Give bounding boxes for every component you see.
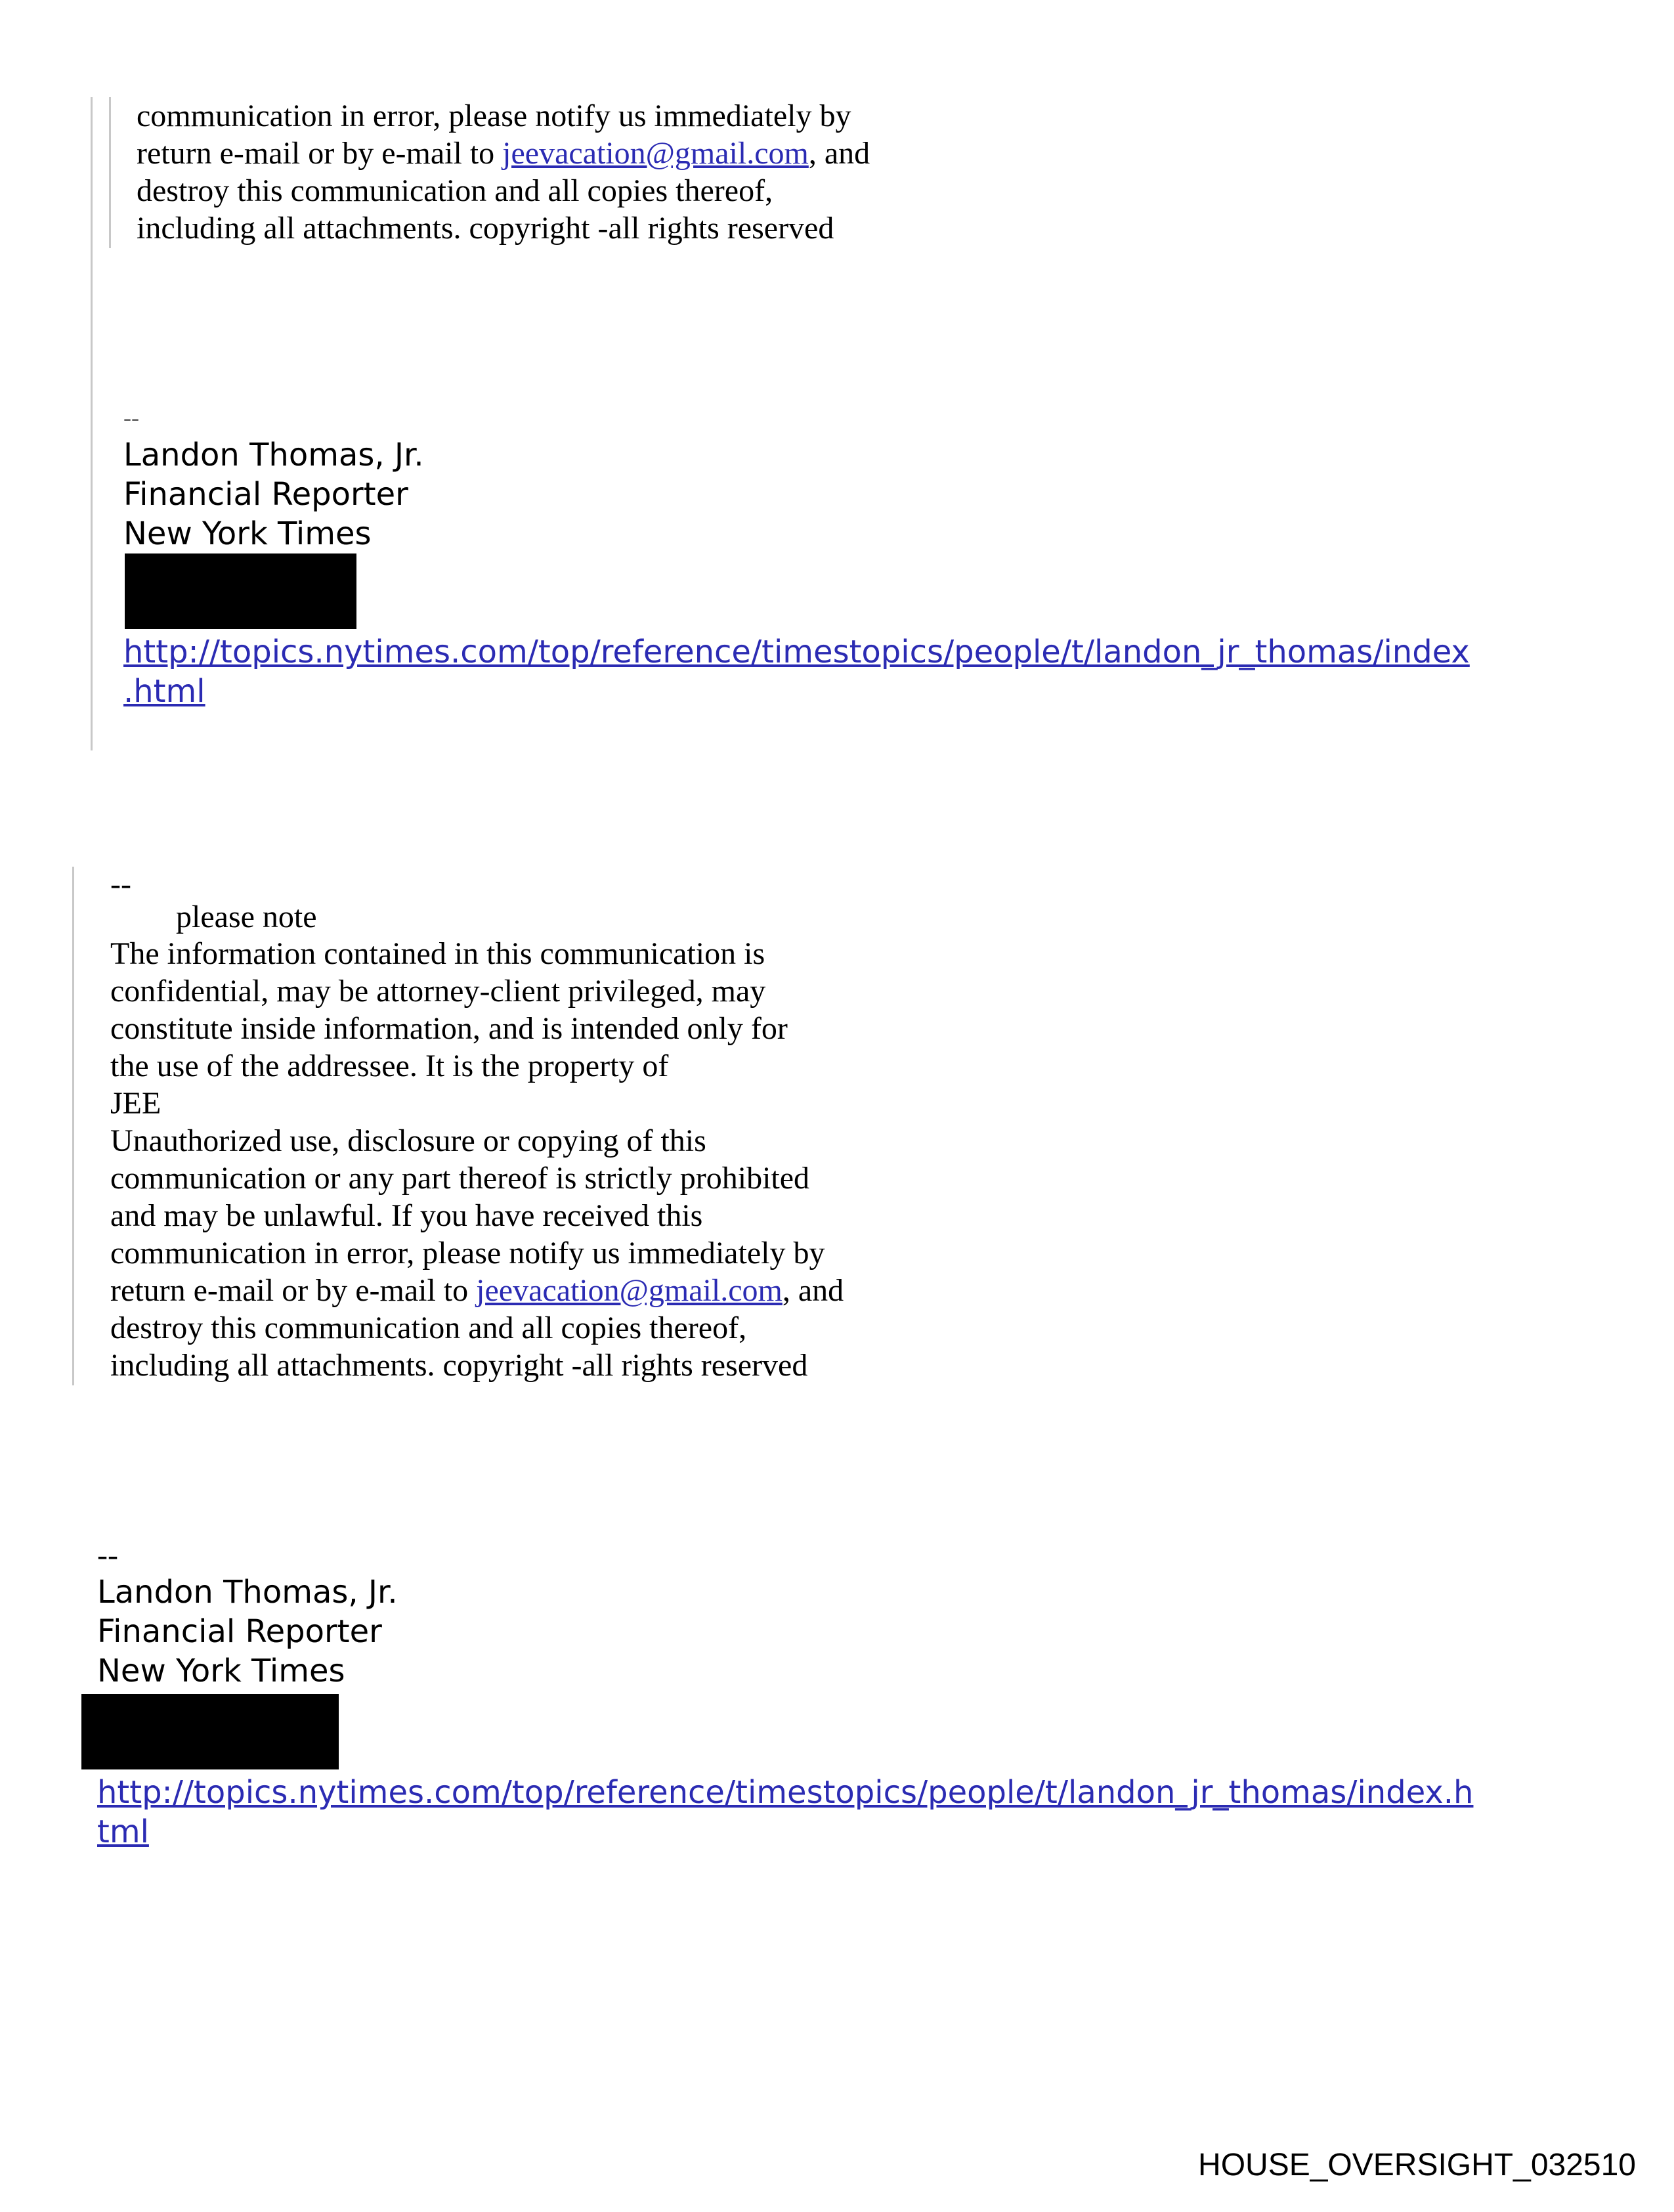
disclaimer-text: return e-mail or by e-mail to	[137, 136, 503, 171]
profile-link[interactable]: http://topics.nytimes.com/top/reference/timestopics/people/t/landon_jr_thomas/index	[123, 634, 1470, 670]
disclaimer-line: Unauthorized use, disclosure or copying of this	[110, 1123, 706, 1158]
disclaimer-line: constitute inside information, and is intended only for	[110, 1011, 788, 1046]
disclaimer-email-line	[110, 1272, 844, 1309]
profile-link[interactable]: http://topics.nytimes.com/top/reference/timestopics/people/t/landon_jr_thomas/index.h	[97, 1774, 1474, 1811]
disclaimer-2	[110, 935, 844, 1384]
quote-bar-outer	[91, 97, 93, 750]
signature-org: New York Times	[97, 1653, 345, 1689]
disclaimer-line: including all attachments. copyright -all rights reserved	[110, 1348, 808, 1383]
profile-link-cont[interactable]: .html	[123, 673, 205, 710]
disclaimer-line: communication in error, please notify us immediately by	[137, 98, 851, 133]
disclaimer-line: destroy this communication and all copies thereof,	[110, 1311, 747, 1345]
signature-name: Landon Thomas, Jr.	[123, 437, 424, 473]
disclaimer-text: , and	[782, 1273, 844, 1308]
signature-2	[97, 1572, 398, 1691]
top-disclaimer	[137, 97, 870, 247]
disclaimer-line: destroy this communication and all copies thereof,	[137, 173, 773, 208]
disclaimer-line: JEE	[110, 1086, 161, 1121]
signature-org: New York Times	[123, 515, 372, 552]
signature-title: Financial Reporter	[97, 1613, 382, 1650]
disclaimer-line: confidential, may be attorney-client privileged, may	[110, 974, 766, 1008]
disclaimer-text: return e-mail or by e-mail to	[110, 1273, 477, 1308]
disclaimer-text: , and	[808, 136, 870, 171]
disclaimer-line: communication in error, please notify us immediately by	[110, 1236, 825, 1270]
quote-bar-lower	[72, 867, 74, 1385]
redaction-box	[81, 1694, 339, 1769]
disclaimer-line: the use of the addressee. It is the property of	[110, 1049, 669, 1083]
disclaimer-heading: please note	[176, 900, 317, 934]
disclaimer-line: and may be unlawful. If you have received this	[110, 1198, 703, 1233]
signature-1	[123, 435, 424, 553]
signature-separator: --	[110, 867, 131, 901]
quote-bar-inner	[109, 97, 111, 248]
disclaimer-email-line	[137, 135, 870, 172]
disclaimer-line: communication or any part thereof is strictly prohibited	[110, 1161, 810, 1196]
disclaimer-line: including all attachments. copyright -all rights reserved	[137, 211, 834, 246]
signature-separator: --	[97, 1538, 118, 1572]
signature-separator: --	[123, 404, 139, 431]
signature-1-url[interactable]	[123, 632, 1470, 711]
profile-link-cont[interactable]: tml	[97, 1813, 149, 1850]
bates-number: HOUSE_OVERSIGHT_032510	[1198, 2148, 1636, 2182]
email-link[interactable]: jeevacation@gmail.com	[476, 1273, 783, 1308]
signature-title: Financial Reporter	[123, 476, 408, 513]
email-link[interactable]: jeevacation@gmail.com	[502, 136, 809, 171]
signature-name: Landon Thomas, Jr.	[97, 1574, 398, 1611]
signature-2-url[interactable]	[97, 1773, 1473, 1852]
disclaimer-line: The information contained in this communication is	[110, 936, 765, 971]
redaction-box	[125, 553, 356, 629]
